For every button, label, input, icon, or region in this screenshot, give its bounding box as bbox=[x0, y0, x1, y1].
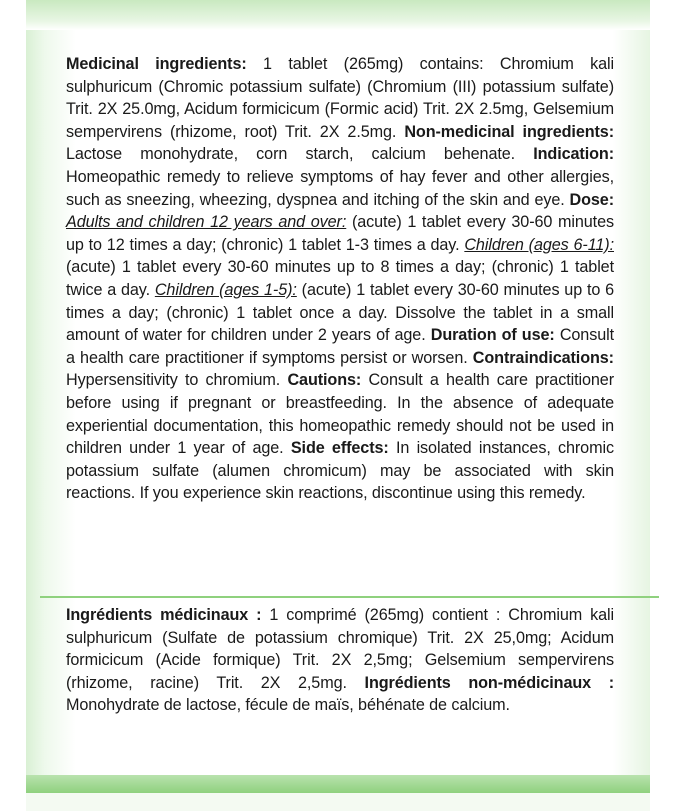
package-bottom-edge bbox=[26, 793, 650, 811]
cautions-label: Cautions: bbox=[287, 371, 362, 390]
cautions-text: Consult a health care practitioner before using if pregnant or breastfeeding. In the absence of adequate experiential documentation, this homeopathic remedy should not be used in children under 1 year of age. bbox=[66, 371, 614, 458]
dose-children-6-11-label: Children (ages 6-11): bbox=[464, 235, 614, 254]
dose-adults-text: (acute) 1 tablet every 30-60 minutes up to 12 times a day; (chronic) 1 tablet 1-3 times a day. bbox=[66, 213, 614, 254]
duration-text: Consult a health care practitioner if symptoms persist or worsen. bbox=[66, 326, 614, 367]
side-effects-label: Side effects: bbox=[290, 439, 389, 458]
fr-nonmedicinal-label: Ingrédients non-médicinaux : bbox=[364, 673, 614, 692]
contraindications-text: Hypersensitivity to chromium. bbox=[66, 371, 281, 390]
medicinal-text: 1 tablet (265mg) contains: Chromium kali sulphuricum (Chromic potassium sulfate) (Chromium (III) potassium sulfate) Trit. 2X 25.0mg, Acidum formicicum (Formic acid) Trit. 2X 2.5mg, Gelsemium sempervirens (rhizome, root) Trit. 2X 2.5mg. bbox=[66, 55, 614, 141]
green-band bbox=[26, 775, 650, 793]
dose-adults-label: Adults and children 12 years and over: bbox=[66, 213, 347, 232]
nonmedicinal-text: Lactose monohydrate, corn starch, calcium behenate. bbox=[66, 145, 516, 164]
french-ingredients-text bbox=[66, 604, 614, 717]
contraindications-label: Contraindications: bbox=[472, 348, 614, 367]
nonmedicinal-label: Non-medicinal ingredients: bbox=[404, 122, 614, 141]
fr-nonmedicinal-text: Monohydrate de lactose, fécule de maïs, béhénate de calcium. bbox=[66, 696, 510, 715]
english-ingredients-text bbox=[66, 53, 614, 505]
section-divider bbox=[40, 596, 659, 598]
package-top-edge bbox=[26, 0, 650, 30]
indication-label: Indication: bbox=[533, 145, 614, 164]
dose-children-1-5-text: (acute) 1 tablet every 30-60 minutes up to 6 times a day; (chronic) 1 tablet once a day. Dissolve the tablet in a small amount of water for children under 2 years of age. bbox=[66, 280, 615, 345]
fr-medicinal-label: Ingrédients médicinaux : bbox=[66, 606, 262, 624]
side-effects-text: In isolated instances, chromic potassium sulfate (alumen chromicum) may be associated with skin reactions. If you experience skin reactions, discontinue using this remedy. bbox=[66, 439, 614, 503]
dose-children-1-5-label: Children (ages 1-5): bbox=[154, 280, 297, 299]
medicinal-label: Medicinal ingredients: bbox=[66, 55, 247, 73]
dose-label: Dose: bbox=[569, 190, 615, 209]
indication-text: Homeopathic remedy to relieve symptoms of hay fever and other allergies, such as sneezing, wheezing, dyspnea and itching of the skin and eye. bbox=[66, 167, 614, 209]
fr-medicinal-text: 1 comprimé (265mg) contient : Chromium kali sulphuricum (Sulfate de potassium chromique) Trit. 2X 25,0mg; Acidum formicicum (Acide formique) Trit. 2X 2,5mg; Gelsemium sempervirens (rhizome, racine) Trit. 2X 2,5mg. bbox=[66, 606, 614, 692]
duration-label: Duration of use: bbox=[430, 326, 555, 345]
dose-children-6-11-text: (acute) 1 tablet every 30-60 minutes up to 8 times a day; (chronic) 1 tablet twice a day. bbox=[66, 258, 614, 299]
